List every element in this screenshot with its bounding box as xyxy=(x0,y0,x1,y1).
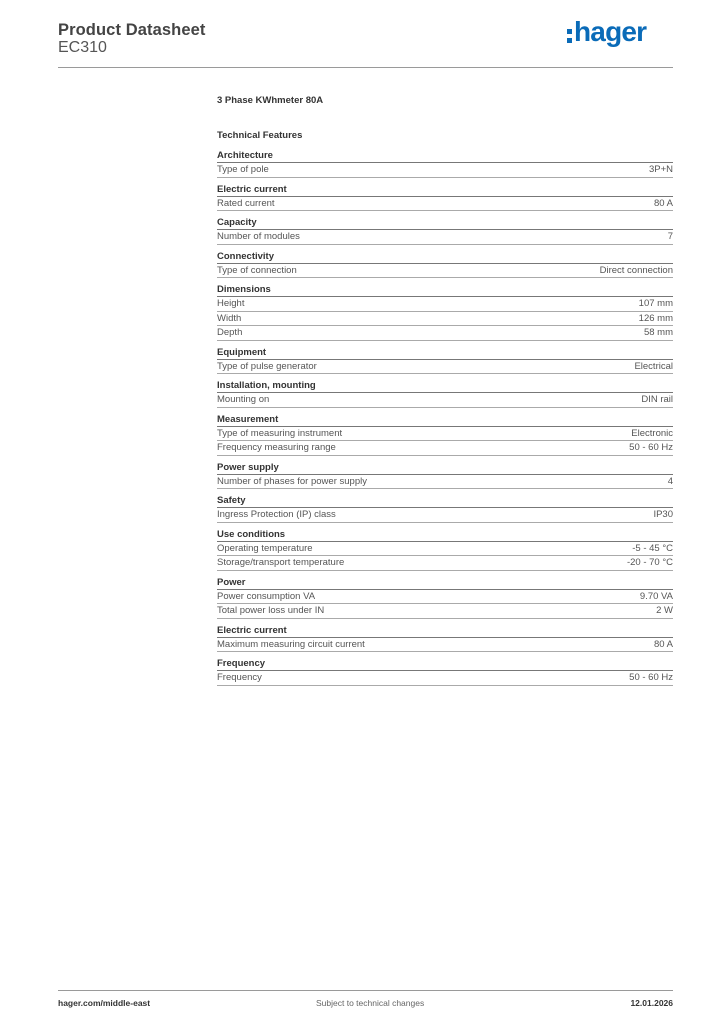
spec-label: Depth xyxy=(217,327,243,338)
feature-section xyxy=(217,149,673,178)
page-title: Product Datasheet xyxy=(58,21,206,39)
section-title: Measurement xyxy=(217,413,673,427)
footer-divider xyxy=(58,990,673,991)
feature-section xyxy=(217,413,673,456)
spec-row xyxy=(217,312,673,327)
spec-label: Type of measuring instrument xyxy=(217,427,343,439)
section-title: Power xyxy=(217,576,673,590)
spec-row xyxy=(217,671,673,686)
spec-row xyxy=(217,638,673,653)
section-title: Electric current xyxy=(217,183,673,197)
spec-value: 50 - 60 Hz xyxy=(629,442,673,453)
spec-label: Frequency xyxy=(217,672,262,683)
spec-label: Maximum measuring circuit current xyxy=(217,638,365,650)
feature-section xyxy=(217,624,673,653)
section-title: Power supply xyxy=(217,461,673,475)
spec-label: Rated current xyxy=(217,197,275,209)
spec-value: -5 - 45 °C xyxy=(632,542,673,554)
spec-label: Frequency measuring range xyxy=(217,442,336,453)
spec-label: Type of pulse generator xyxy=(217,360,317,372)
spec-row xyxy=(217,163,673,178)
spec-label: Power consumption VA xyxy=(217,590,316,602)
logo-dots-icon xyxy=(567,29,572,47)
footer-notice: Subject to technical changes xyxy=(316,998,425,1008)
feature-section xyxy=(217,283,673,341)
section-title: Capacity xyxy=(217,216,673,230)
spec-label: Type of connection xyxy=(217,264,297,276)
feature-section xyxy=(217,379,673,408)
spec-label: Storage/transport temperature xyxy=(217,557,345,568)
spec-row xyxy=(217,230,673,245)
spec-value: 9.70 VA xyxy=(639,590,673,602)
spec-value: 2 W xyxy=(656,605,673,616)
feature-section xyxy=(217,494,673,523)
spec-label: Type of pole xyxy=(217,164,269,175)
spec-value: IP30 xyxy=(653,509,673,520)
feature-section xyxy=(217,183,673,212)
spec-row xyxy=(217,475,673,490)
section-title: Architecture xyxy=(217,149,673,163)
spec-label: Mounting on xyxy=(217,394,270,405)
spec-value: 4 xyxy=(667,475,673,487)
spec-label: Operating temperature xyxy=(217,542,313,554)
spec-value: -20 - 70 °C xyxy=(626,557,673,568)
section-title: Connectivity xyxy=(217,250,673,264)
spec-value: 126 mm xyxy=(638,312,673,324)
section-title: Use conditions xyxy=(217,528,673,542)
feature-section xyxy=(217,528,673,571)
feature-sections xyxy=(217,149,673,686)
spec-label: Ingress Protection (IP) class xyxy=(217,509,336,520)
spec-row xyxy=(217,556,673,571)
feature-section xyxy=(217,216,673,245)
spec-label: Number of phases for power supply xyxy=(217,475,367,487)
spec-value: 50 - 60 Hz xyxy=(629,672,673,683)
spec-label: Number of modules xyxy=(217,231,300,242)
spec-value: DIN rail xyxy=(641,394,673,405)
feature-section xyxy=(217,576,673,619)
spec-value: 107 mm xyxy=(638,298,673,309)
section-title: Dimensions xyxy=(217,283,673,297)
section-title: Frequency xyxy=(217,657,673,671)
product-code: EC310 xyxy=(58,39,107,56)
footer-date: 12.01.2026 xyxy=(630,998,673,1008)
spec-value: 7 xyxy=(667,231,673,242)
feature-section xyxy=(217,657,673,686)
spec-value: 3P+N xyxy=(648,164,673,175)
hager-logo xyxy=(567,14,663,50)
feature-section xyxy=(217,461,673,490)
spec-row xyxy=(217,604,673,619)
features-title: Technical Features xyxy=(217,130,303,141)
spec-row xyxy=(217,360,673,375)
header-divider xyxy=(58,67,673,68)
spec-value: Direct connection xyxy=(599,264,673,276)
spec-value: 58 mm xyxy=(643,327,673,338)
spec-value: Electronic xyxy=(631,427,673,439)
section-title: Safety xyxy=(217,494,673,508)
spec-label: Total power loss under IN xyxy=(217,605,325,616)
section-title: Electric current xyxy=(217,624,673,638)
spec-row xyxy=(217,427,673,442)
feature-section xyxy=(217,250,673,279)
spec-label: Width xyxy=(217,312,242,324)
datasheet-content xyxy=(217,94,673,686)
spec-row xyxy=(217,441,673,456)
spec-row xyxy=(217,508,673,523)
spec-value: 80 A xyxy=(653,638,673,650)
spec-row xyxy=(217,542,673,557)
spec-row xyxy=(217,197,673,212)
spec-row xyxy=(217,297,673,312)
product-name: 3 Phase KWhmeter 80A xyxy=(217,95,324,106)
spec-value: 80 A xyxy=(653,197,673,209)
section-title: Equipment xyxy=(217,346,673,360)
footer-website: hager.com/middle-east xyxy=(58,998,151,1008)
logo-wordmark: hager xyxy=(574,16,647,47)
spec-label: Height xyxy=(217,298,245,309)
feature-section xyxy=(217,346,673,375)
spec-value: Electrical xyxy=(634,360,673,372)
section-title: Installation, mounting xyxy=(217,379,673,393)
spec-row xyxy=(217,264,673,279)
spec-row xyxy=(217,590,673,605)
spec-row xyxy=(217,326,673,341)
spec-row xyxy=(217,393,673,408)
